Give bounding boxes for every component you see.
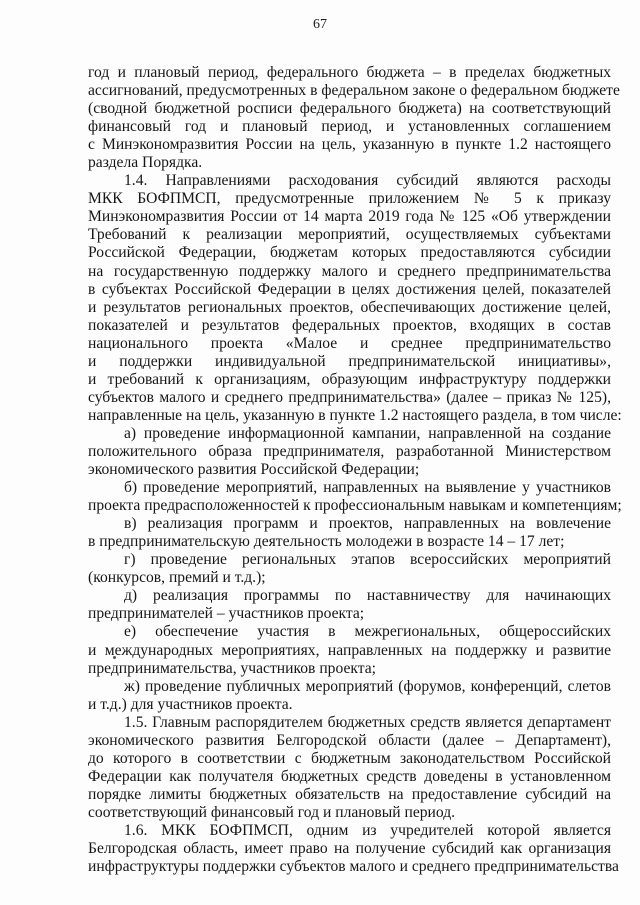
text-line: предпринимателей – участников проекта; [88, 605, 365, 623]
text-line: Минэкономразвития России от 14 марта 2019 года № 125 «Об утверждении [88, 208, 611, 226]
paragraph [88, 172, 622, 425]
text-line: е) обеспечение участия в межрегиональных, общероссийских [124, 623, 611, 641]
paragraph [88, 425, 611, 479]
text-line: д) реализация программы по наставничеству для начинающих [124, 587, 611, 605]
text-line: Белгородская область, имеет право на получение субсидий как организация [88, 840, 611, 858]
text-line: и результатов региональных проектов, обеспечивающих достижение целей, [88, 298, 611, 316]
paragraph [88, 64, 620, 172]
text-line: 1.4. Направлениями расходования субсидий являются расходы [124, 172, 611, 190]
paragraph [88, 515, 611, 551]
paragraph [88, 587, 611, 623]
text-line: и международных мероприятиях, направленных на поддержку и развитие [88, 641, 611, 659]
paragraph [88, 623, 611, 677]
paragraph [88, 479, 622, 515]
text-line: и поддержки индивидуальной предпринимательской инициативы», [88, 352, 611, 370]
paragraph [88, 714, 611, 822]
text-line: б) проведение мероприятий, направленных на выявление у участников [124, 479, 611, 497]
text-line: субъектов малого и среднего предпринимательства» (далее – приказ № 125), [88, 388, 611, 406]
text-line: инфраструктуры поддержки субъектов малого и среднего предпринимательства [88, 858, 619, 876]
page-number: 67 [313, 17, 327, 32]
text-line: до которого в соответствии с бюджетным законодательством Российской [88, 749, 611, 767]
text-line: раздела Порядка. [88, 154, 203, 172]
text-line: ж) проведение публичных мероприятий (форумов, конференций, слетов [124, 677, 611, 695]
text-line: и требований к организациям, образующим инфраструктуру поддержки [88, 370, 611, 388]
text-line: Федерации как получателя бюджетных средств доведены в установленном [88, 767, 611, 785]
text-line: положительного образа предпринимателя, разработанной Министерством [88, 442, 611, 460]
text-line: год и плановый период, федерального бюджета – в пределах бюджетных [88, 64, 611, 81]
text-line: показателей и результатов федеральных проектов, входящих в состав [88, 316, 611, 334]
text-line: МКК БОФПМСП, предусмотренные приложением № 5 к приказу [88, 190, 611, 208]
text-line: проекта предрасположенностей к профессиональным навыкам и компетенциям; [88, 497, 622, 515]
text-line: 1.6. МКК БОФПМСП, одним из учредителей которой является [124, 821, 611, 839]
text-line: Требований к реализации мероприятий, осуществляемых субъектами [88, 226, 611, 244]
text-line: в) реализация программ и проектов, направленных на вовлечение [124, 515, 611, 533]
text-line: направленные на цель, указанную в пункте 1.2 настоящего раздела, в том числе: [88, 406, 622, 424]
text-line: а) проведение информационной кампании, направленной на создание [124, 424, 611, 442]
text-line: г) проведение региональных этапов всероссийских мероприятий [124, 551, 611, 569]
text-line: (сводной бюджетной росписи федерального бюджета) на соответствующий [88, 100, 611, 118]
paragraph [88, 678, 611, 714]
text-line: на государственную поддержку малого и среднего предпринимательства [88, 262, 611, 280]
paragraph [88, 821, 619, 876]
text-line: предпринимательства, участников проекта; [88, 659, 376, 677]
text-line: 1.5. Главным распорядителем бюджетных средств является департамент [124, 713, 611, 731]
text-line: ассигнований, предусмотренных в федеральном законе о федеральном бюджете [88, 82, 620, 100]
text-line: финансовый год и плановый период, и установленных соглашением [88, 118, 611, 136]
text-line: соответствующий финансовый год и плановый период. [88, 803, 456, 821]
text-line: порядке лимиты бюджетных обязательств на предоставление субсидий на [88, 785, 611, 803]
text-line: экономического развития Белгородской области (далее – Департамент), [88, 731, 611, 749]
text-line: (конкурсов, премий и т.д.); [88, 569, 266, 587]
text-line: в предпринимательскую деятельность молодежи в возрасте 14 – 17 лет; [88, 533, 565, 551]
text-line: с Минэкономразвития России на цель, указанную в пункте 1.2 настоящего [88, 136, 611, 154]
document-body [88, 64, 622, 876]
text-line: национального проекта «Малое и среднее предпринимательство [88, 334, 611, 352]
paragraph [88, 551, 611, 587]
text-line: и т.д.) для участников проекта. [88, 695, 293, 713]
text-line: экономического развития Российской Федерации; [88, 461, 420, 479]
text-line: Российской Федерации, бюджетам которых предоставляются субсидии [88, 244, 611, 262]
text-line: в субъектах Российской Федерации в целях достижения целей, показателей [88, 280, 611, 298]
